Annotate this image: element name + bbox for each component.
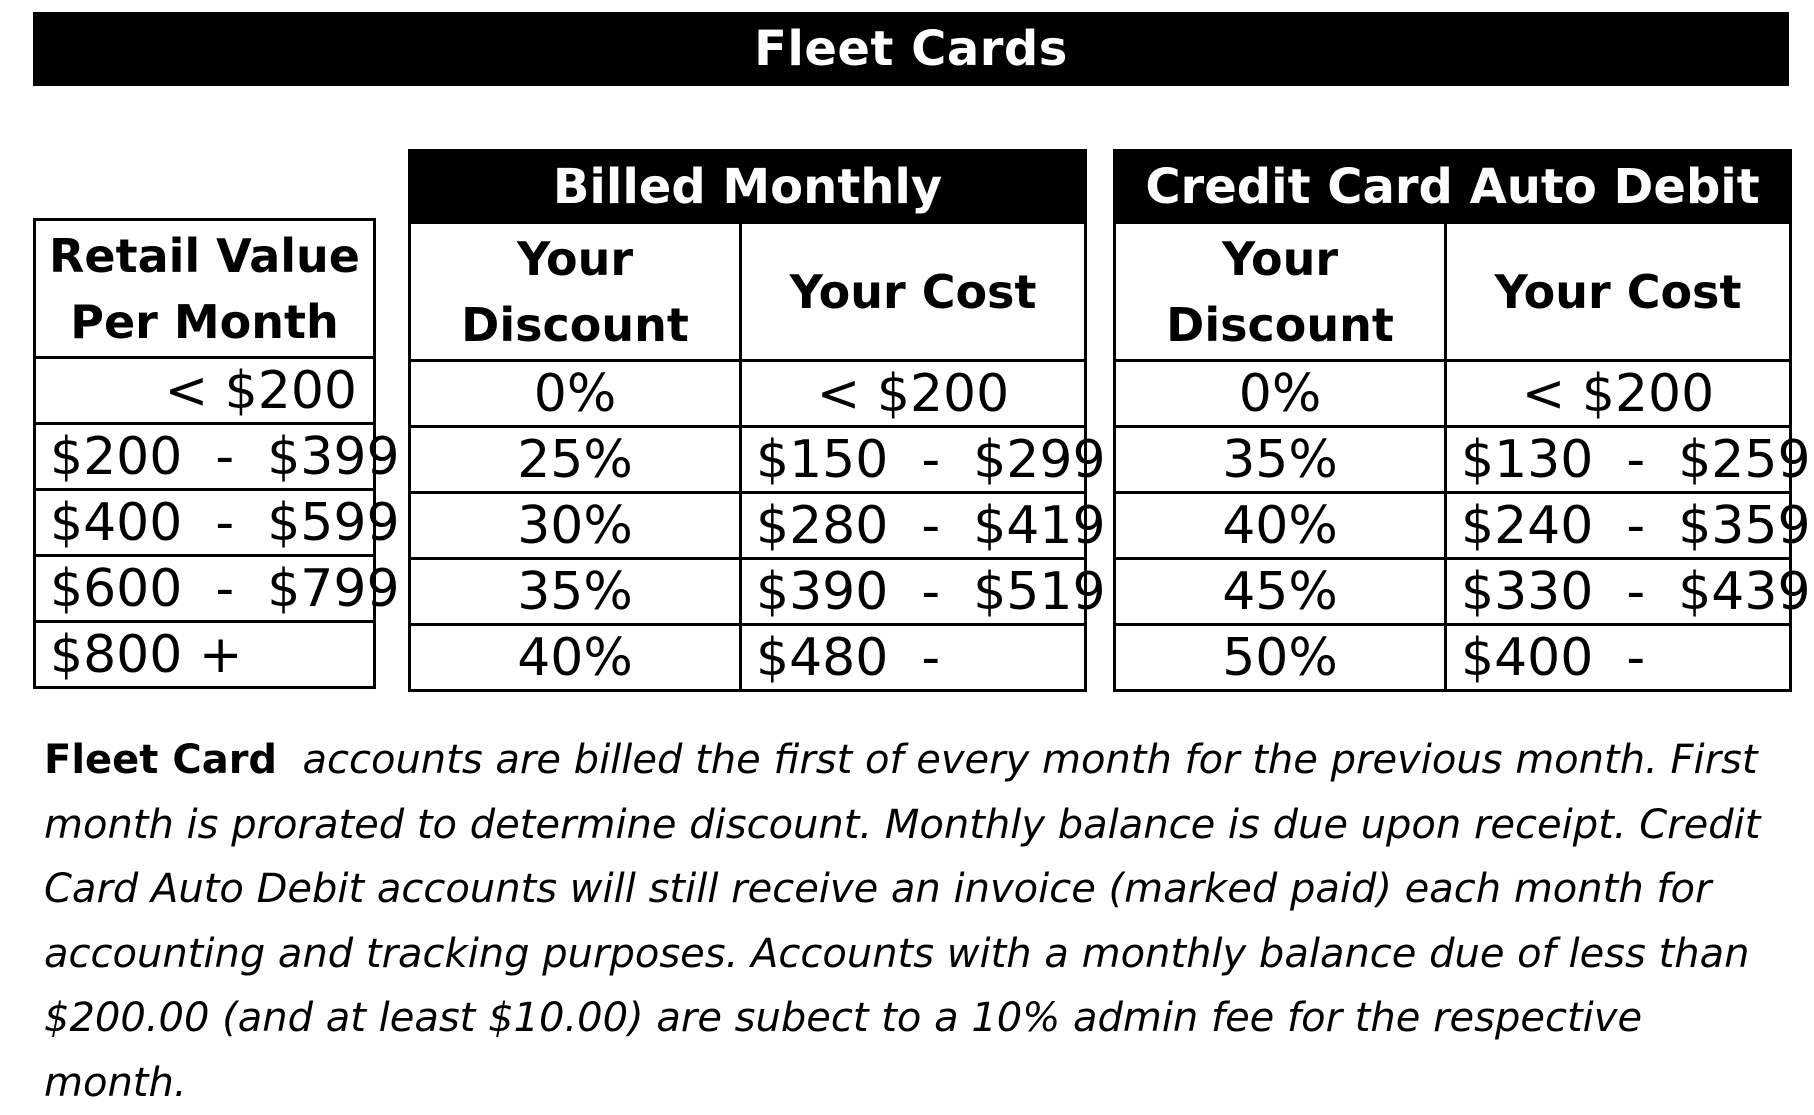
billed-monthly-title: Billed Monthly <box>410 151 1086 223</box>
retail-value-cell: $600 - $799 <box>35 556 375 622</box>
credit-cost-cell: $400 - <box>1446 625 1791 691</box>
billed-discount-cell: 25% <box>410 427 741 493</box>
credit-discount-cell: 35% <box>1115 427 1446 493</box>
retail-value-cell: $800 + <box>35 622 375 688</box>
fleet-card-note <box>44 728 1784 1115</box>
retail-value-cell: < $200 <box>35 358 375 424</box>
billed-cost-cell: $480 - <box>741 625 1086 691</box>
credit-cost-cell: < $200 <box>1446 361 1791 427</box>
billed-discount-cell: 0% <box>410 361 741 427</box>
billed-cost-cell: < $200 <box>741 361 1086 427</box>
retail-value-cell: $200 - $399 <box>35 424 375 490</box>
credit-card-auto-debit-table <box>1113 149 1811 692</box>
billed-discount-header: Your Discount <box>410 223 741 361</box>
credit-discount-cell: 50% <box>1115 625 1446 691</box>
credit-cost-header: Your Cost <box>1446 223 1791 361</box>
retail-value-cell: $400 - $599 <box>35 490 375 556</box>
billed-cost-header: Your Cost <box>741 223 1086 361</box>
credit-cost-cell: $240 - $359 <box>1446 493 1791 559</box>
credit-discount-header: Your Discount <box>1115 223 1446 361</box>
fleet-card-note-text: accounts are billed the first of every month for the previous month. First month is prorated to determine discount. Monthly balance is due upon receipt. Credit Card Auto Debit accounts will still receive an invoice (marked paid) each month for accounting and tracking purposes. Accounts with a monthly balance due of less than $200.00 (and at least $10.00) are subect to a 10% admin fee for the respective month. <box>44 737 1761 1106</box>
retail-value-header: Retail Value Per Month <box>35 220 375 358</box>
credit-card-title: Credit Card Auto Debit <box>1115 151 1791 223</box>
credit-cost-cell: $130 - $259 <box>1446 427 1791 493</box>
credit-cost-cell: $330 - $439 <box>1446 559 1791 625</box>
credit-discount-cell: 45% <box>1115 559 1446 625</box>
credit-discount-cell: 0% <box>1115 361 1446 427</box>
billed-cost-cell: $390 - $519 <box>741 559 1086 625</box>
page-title: Fleet Cards <box>33 12 1789 86</box>
credit-discount-cell: 40% <box>1115 493 1446 559</box>
fleet-card-note-lead: Fleet Card <box>44 737 278 783</box>
billed-discount-cell: 30% <box>410 493 741 559</box>
billed-discount-cell: 35% <box>410 559 741 625</box>
billed-cost-cell: $150 - $299 <box>741 427 1086 493</box>
billed-monthly-table <box>408 149 1106 692</box>
retail-value-table <box>33 218 400 689</box>
billed-discount-cell: 40% <box>410 625 741 691</box>
billed-cost-cell: $280 - $419 <box>741 493 1086 559</box>
